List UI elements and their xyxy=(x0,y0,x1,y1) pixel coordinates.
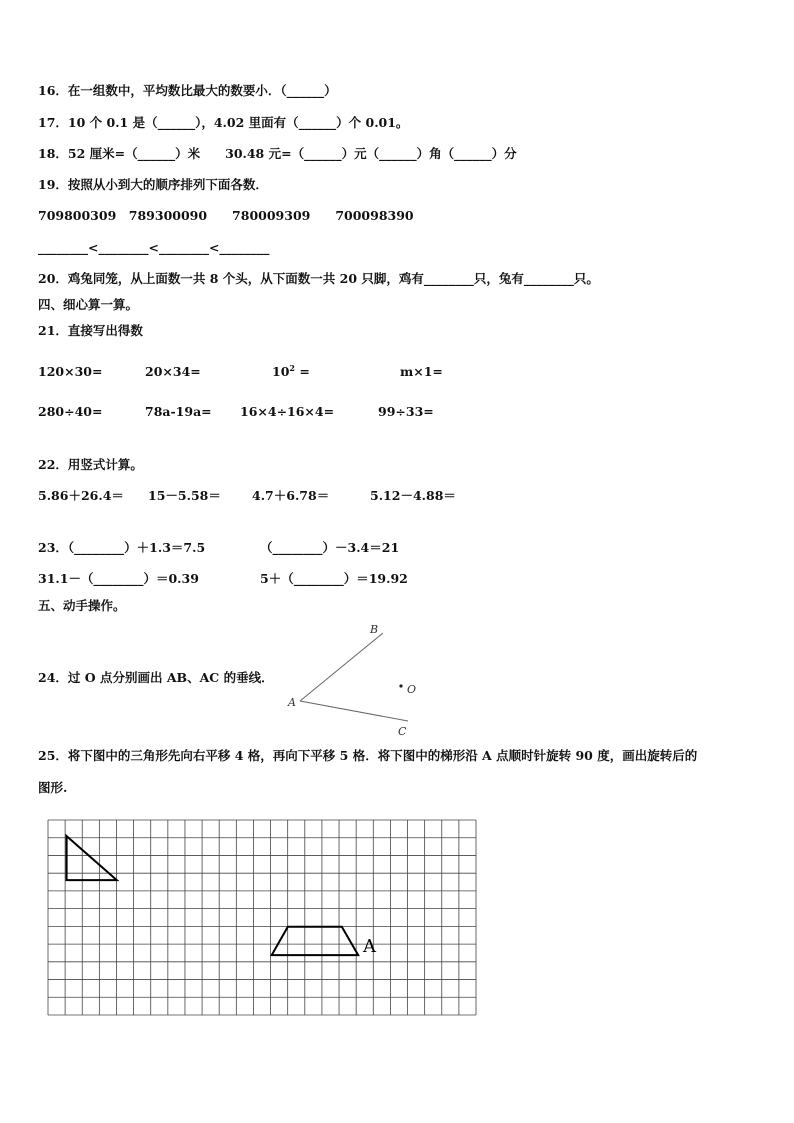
q21-exponent: 2 xyxy=(289,362,295,373)
q22-item-2: 15－5.58＝ xyxy=(148,488,221,503)
question-17: 17．10 个 0.1 是（______），4.02 里面有（______）个 0.01。 xyxy=(38,115,409,130)
question-19-blanks: ________<________<________<________ xyxy=(38,240,270,255)
q22-item-4: 5.12－4.88＝ xyxy=(370,488,456,503)
q21-item-4: m×1= xyxy=(400,364,443,379)
ray-ac xyxy=(300,701,408,721)
q22-item-1: 5.86＋26.4＝ xyxy=(38,488,124,503)
q21-item-7: 16×4÷16×4= xyxy=(240,404,335,419)
question-19: 19．按照从小到大的顺序排列下面各数． xyxy=(38,177,268,192)
question-22: 22．用竖式计算。 xyxy=(38,457,143,472)
section-5-heading: 五、动手操作。 xyxy=(38,598,126,613)
q23-item-2: （________）－3.4＝21 xyxy=(260,540,400,555)
point-o xyxy=(399,684,402,687)
question-24: 24．过 O 点分别画出 AB、AC 的垂线． xyxy=(38,670,274,685)
question-21: 21．直接写出得数 xyxy=(38,323,143,338)
question-16: 16．在一组数中，平均数比最大的数要小．（______） xyxy=(38,83,337,98)
angle-figure xyxy=(280,618,430,738)
question-25-line-1: 25．将下图中的三角形先向右平移 4 格，再向下平移 5 格．将下图中的梯形沿 A 点顺时针旋转 90 度，画出旋转后的 xyxy=(38,748,698,763)
q21-item-2: 20×34= xyxy=(145,364,201,379)
question-18: 18．52 厘米=（______）米 30.48 元=（______）元（______）角（______）分 xyxy=(38,146,517,161)
q21-item-1: 120×30= xyxy=(38,364,103,379)
label-o: O xyxy=(407,683,417,696)
q23-item-4: 5＋（________）＝19.92 xyxy=(260,571,408,586)
point-a-label: A xyxy=(363,936,376,957)
label-c: C xyxy=(398,725,407,738)
question-25-line-2: 图形. xyxy=(38,780,68,795)
question-20: 20．鸡兔同笼，从上面数一共 8 个头，从下面数一共 20 只脚，鸡有________只，兔有________只。 xyxy=(38,271,599,286)
section-4-heading: 四、细心算一算。 xyxy=(38,297,139,312)
label-b: B xyxy=(370,623,379,636)
q21-item-3 xyxy=(272,364,310,380)
question-19-numbers: 709800309 789300090 780009309 700098390 xyxy=(38,208,414,223)
q22-item-3: 4.7＋6.78＝ xyxy=(252,488,330,503)
q21-base: 10 xyxy=(272,364,290,379)
q23-item-1: 23．（________）＋1.3＝7.5 xyxy=(38,540,206,555)
q21-item-5: 280÷40= xyxy=(38,404,103,419)
grid-lines xyxy=(48,820,476,1015)
label-a: A xyxy=(288,696,296,709)
q21-equals: = xyxy=(294,364,310,379)
q23-item-3: 31.1－（________）＝0.39 xyxy=(38,571,199,586)
ray-ab xyxy=(300,633,383,701)
q21-item-8: 99÷33= xyxy=(378,404,434,419)
q21-item-6: 78a-19a= xyxy=(145,404,212,419)
trapezoid-shape xyxy=(272,927,359,955)
square-grid xyxy=(44,816,480,1019)
